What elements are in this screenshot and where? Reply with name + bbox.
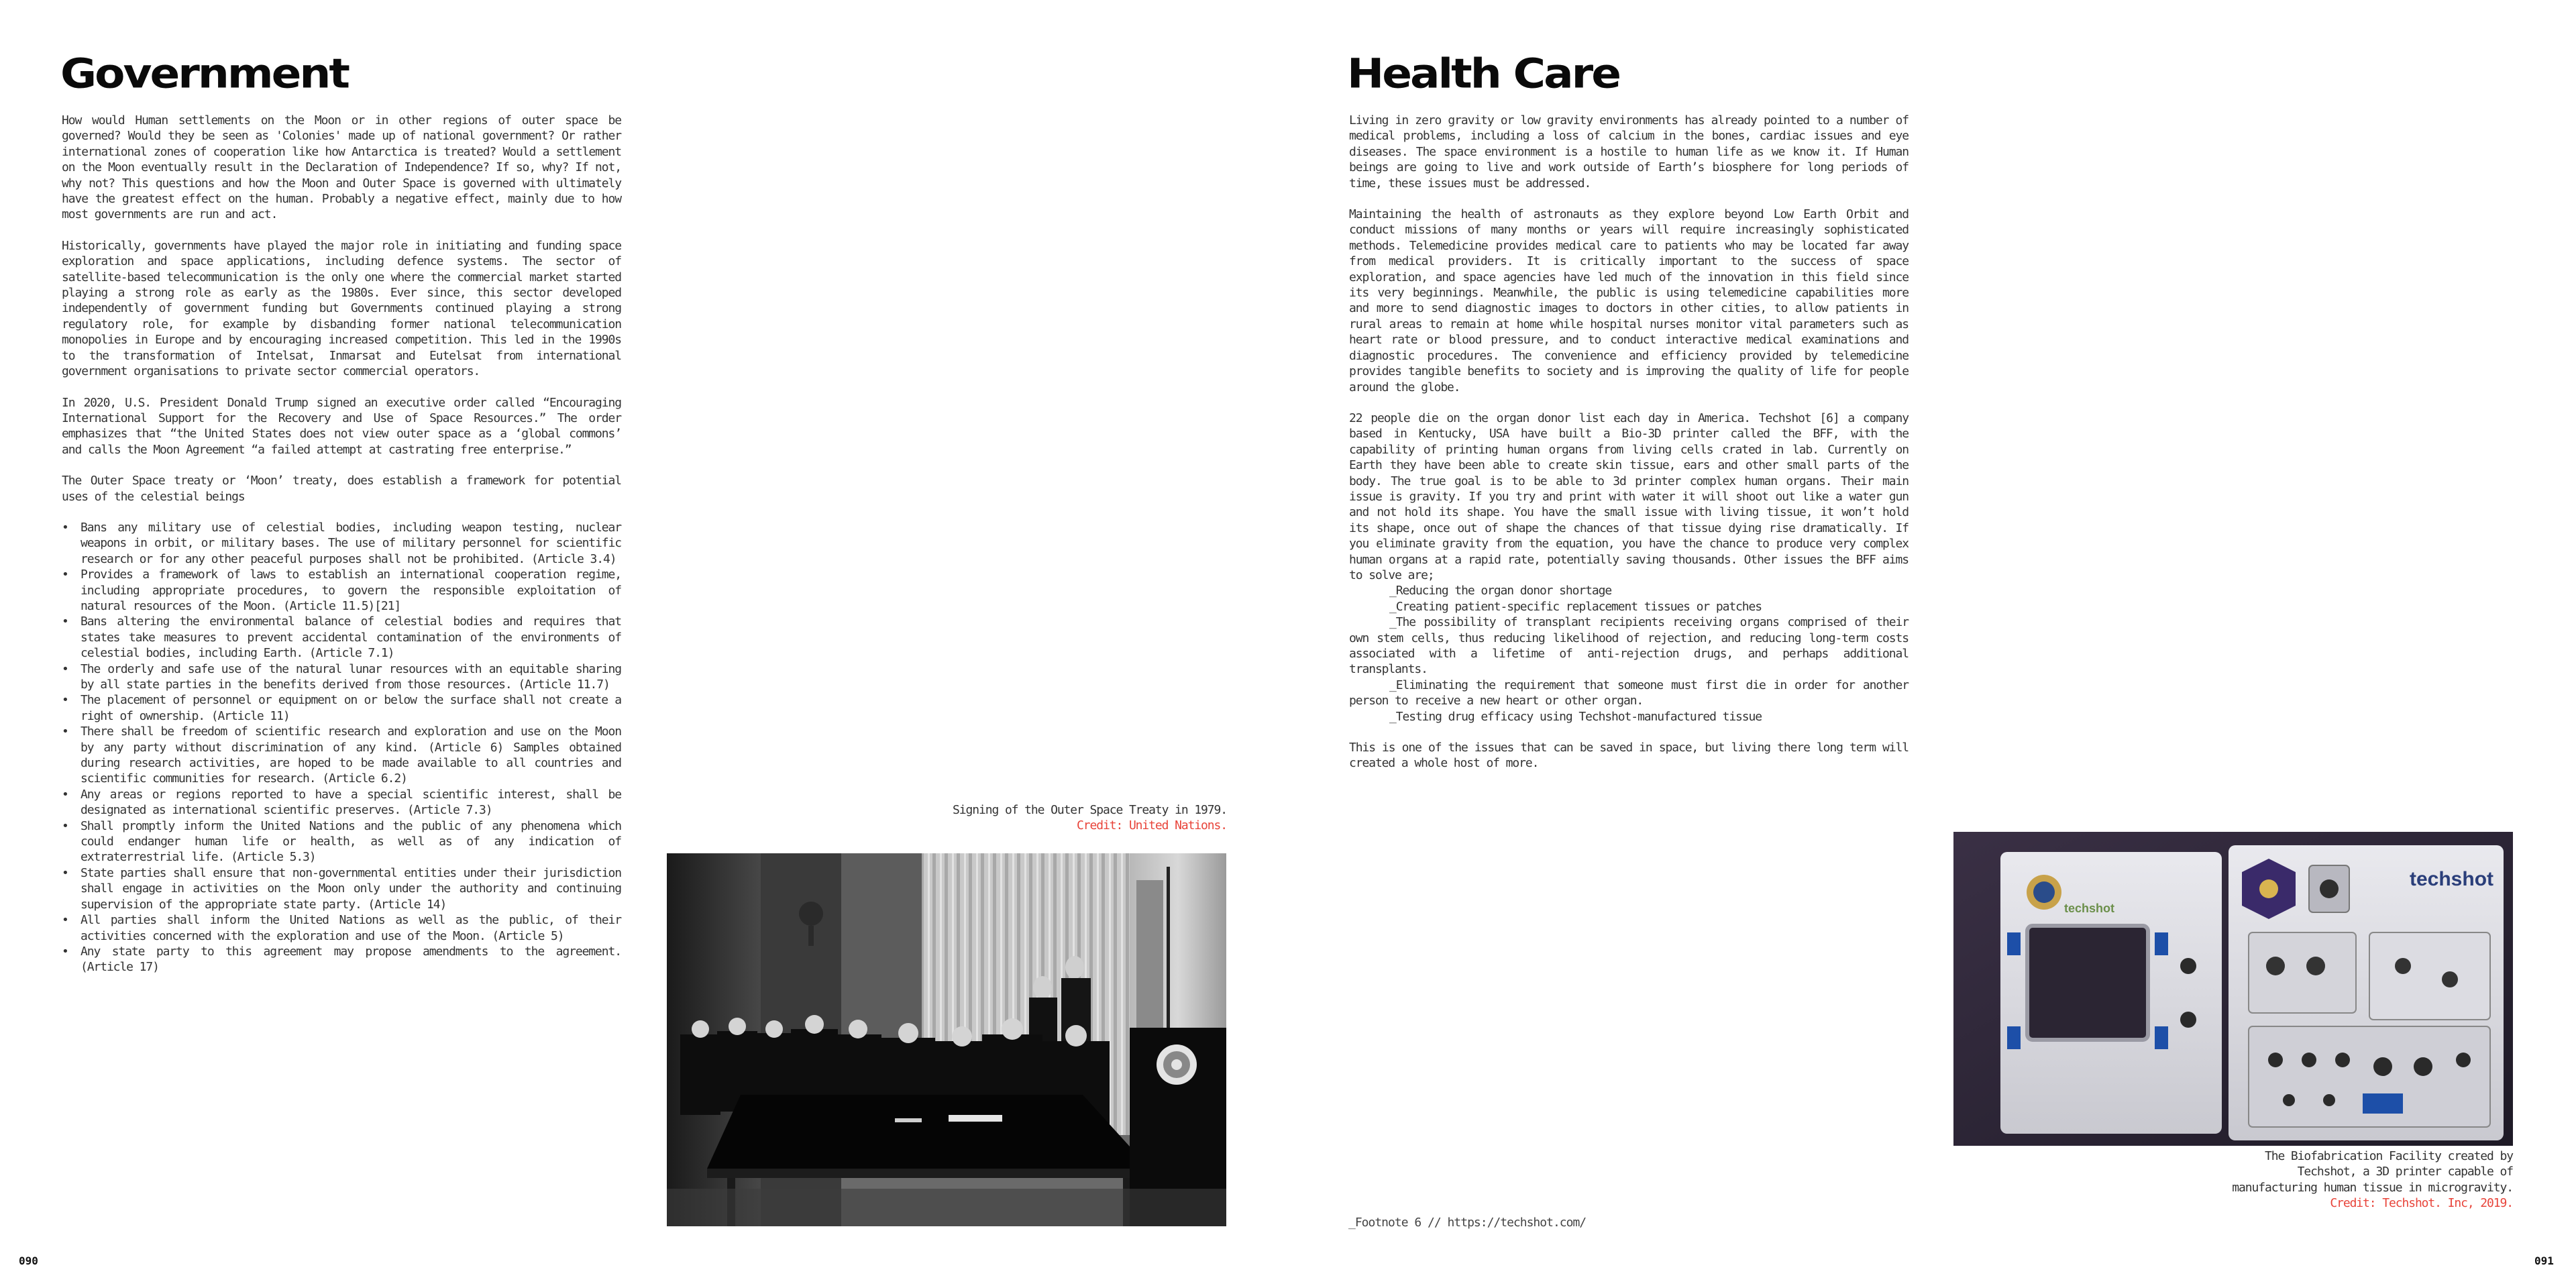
government-title: Government bbox=[60, 50, 348, 98]
techshot-brand-text: techshot bbox=[2410, 868, 2494, 890]
treaty-bullet: • State parties shall ensure that non-governmental entities under their jurisdiction shall engage in activities on the Moon only under the authority and continuing supervision of the appropriate state party. (Article 14) bbox=[62, 865, 621, 912]
treaty-bullet: • All parties shall inform the United Nations as well as the public, of their activities concerned with the exploration and use of the Moon. (Article 5) bbox=[62, 912, 621, 944]
treaty-bullet: • Bans any military use of celestial bodies, including weapon testing, nuclear weapons in orbit, or military bases. The use of military personnel for scientific research or for any other peaceful purposes shall not be prohibited. (Article 3.4) bbox=[62, 520, 621, 567]
page-number-right: 091 bbox=[2534, 1254, 2554, 1267]
treaty-signing-photo bbox=[667, 853, 1226, 1226]
treaty-photo-caption bbox=[922, 802, 1227, 834]
health-care-paragraph: Maintaining the health of astronauts as they explore beyond Low Earth Orbit and conduct missions of many months or years will require increasingly sophisticated methods. Telemedicine provides medical care to patients who may be located far away from medical providers. It is critically important to the success of space exploration, and space agencies have led much of the innovation in this field since its very beginnings. Meanwhile, the public is using telemedicine capabilities more and more to send diagnostic images to doctors in other cities, to allow patients in rural areas to remain at home while hospital nurses monitor vital parameters such as heart rate or blood pressure, and to conduct interactive medical examinations and diagnostic procedures. The convenience and efficiency provided by telemedicine provides tangible benefits to society and is improving the quality of life for people around the globe. bbox=[1349, 207, 1909, 394]
treaty-bullet: • Bans altering the environmental balance of celestial bodies and requires that states take measures to prevent accidental contamination of the environments of celestial bodies, including Earth. (Article 7.1) bbox=[62, 614, 621, 661]
bff-goals-list bbox=[1349, 583, 1909, 724]
treaty-bullet: • The orderly and safe use of the natural lunar resources with an equitable sharing by all state parties in the benefits derived from those resources. (Article 11.7) bbox=[62, 661, 621, 693]
treaty-bullet: • Any areas or regions reported to have a special scientific interest, shall be designated as international scientific preserves. (Article 7.3) bbox=[62, 787, 621, 818]
treaty-bullet: • Shall promptly inform the United Nations and the public of any phenomena which could endanger human life or health, as well as of any indication of extraterrestrial life. (Article 5.3) bbox=[62, 818, 621, 865]
page-number-left: 090 bbox=[19, 1254, 38, 1267]
government-paragraph: Historically, governments have played the major role in initiating and funding space exploration and space applications, including defence systems. The sector of satellite-based telecommunication is the only one where the commercial market started playing a strong role as early as the 1980s. Ever since, this sector developed independently of government funding but Governments continued playing a strong regulatory role, for example by disbanding former national telecommunication monopolies in Europe and by encouraging increased competition. This led in the 1990s to the transformation of Intelsat, Inmarsat and Eutelsat from international government organisations to private sector commercial operators. bbox=[62, 238, 621, 379]
bioprinter-photo bbox=[1953, 832, 2513, 1146]
treaty-caption-text: Signing of the Outer Space Treaty in 1979. bbox=[953, 803, 1227, 817]
svg-text:techshot: techshot bbox=[2064, 902, 2115, 915]
bff-goal-item: _Eliminating the requirement that someone must first die in order for another person to receive a new heart or other organ. bbox=[1349, 678, 1909, 708]
government-body bbox=[62, 113, 621, 975]
bioprinter-photo-credit: Credit: Techshot. Inc, 2019. bbox=[2330, 1196, 2513, 1211]
treaty-bullet: • The placement of personnel or equipment on or below the surface shall not create a right of ownership. (Article 11) bbox=[62, 692, 621, 724]
health-care-paragraph: 22 people die on the organ donor list each day in America. Techshot [6] a company based in Kentucky, USA have built a Bio-3D printer called the BFF, with the capability of printing human organs from living cells crated in lab. Currently on Earth they have been able to create skin tissue, ears and other small parts of the body. The true goal is to be able to 3d printer complex human organs. Their main issue is gravity. If you try and print with water it will shoot out like a water gun and not hold its shape. You have the small issue with living tissue, it won’t hold its shape, once out of shape the chances of that tissue dying rise dramatically. If you eliminate gravity from the equation, you have the chance to produce very complex human organs at a rapid rate, potentially saving thousands. Other issues the BFF aims to solve are; bbox=[1349, 411, 1909, 582]
health-care-paragraph: Living in zero gravity or low gravity environments has already pointed to a number of medical problems, including a loss of calcium in the bones, cardiac issues and eye diseases. The space environment is a hostile to human life as we know it. If Human beings are going to live and work outside of Earth’s biosphere for long periods of time, these issues must be addressed. bbox=[1349, 113, 1909, 191]
treaty-bullet: • Any state party to this agreement may propose amendments to the agreement. (Article 17) bbox=[62, 944, 621, 975]
treaty-bullet: • There shall be freedom of scientific research and exploration and use on the Moon by any party without discrimination of any kind. (Article 6) Samples obtained during research activities, are hoped to be made available to all countries and scientific communities for research. (Article 6.2) bbox=[62, 724, 621, 787]
bioprinter-caption-text: The Biofabrication Facility created by Techshot, a 3D printer capable of manufacturing human tissue in microgravity. bbox=[2232, 1149, 2513, 1195]
health-care-body bbox=[1349, 113, 1909, 787]
bioprinter-photo-caption bbox=[2226, 1148, 2513, 1212]
health-care-closing: This is one of the issues that can be saved in space, but living there long term will created a whole host of more. bbox=[1349, 741, 1909, 771]
health-care-title: Health Care bbox=[1347, 50, 1619, 98]
bff-goal-item: _Reducing the organ donor shortage bbox=[1389, 584, 1612, 598]
bff-goal-item: _Testing drug efficacy using Techshot-manufactured tissue bbox=[1389, 709, 1762, 724]
treaty-bullet: • Provides a framework of laws to establish an international cooperation regime, including appropriate procedures, to govern the responsible exploitation of natural resources of the Moon. (Article 11.5)[21] bbox=[62, 567, 621, 614]
treaty-photo-credit: Credit: United Nations. bbox=[1077, 818, 1227, 833]
government-paragraph: How would Human settlements on the Moon or in other regions of outer space be governed? Would they be seen as 'Colonies' made up of national government? Or rather international zones of cooperation like how Antarctica is treated? Would a settlement on the Moon eventually result in the Declaration of Independence? If so, why? If not, why not? This questions and how the Moon and Outer Space is governed with ultimately have the greatest effect on the human. Probably a negative effect, mainly due to how most governments are run and act. bbox=[62, 113, 621, 222]
treaty-bullet-list bbox=[62, 520, 621, 975]
government-paragraph: In 2020, U.S. President Donald Trump signed an executive order called “Encouraging International Support for the Recovery and Use of Space Resources.” The order emphasizes that “the United States does not view outer space as a ‘global commons’ and calls the Moon Agreement “a failed attempt at castrating free enterprise.” bbox=[62, 395, 621, 457]
bff-goal-item: _Creating patient-specific replacement tissues or patches bbox=[1389, 599, 1762, 614]
techshot-footnote: _Footnote 6 // https://techshot.com/ bbox=[1348, 1216, 1587, 1230]
government-paragraph: The Outer Space treaty or ‘Moon’ treaty, does establish a framework for potential uses of the celestial beings bbox=[62, 474, 621, 504]
bff-goal-item: _The possibility of transplant recipients receiving organs comprised of their own stem cells, thus reducing likelihood of rejection, and reducing long-term costs associated with a lifetime of anti-rejection drugs, and perhaps additional transplants. bbox=[1349, 615, 1909, 677]
